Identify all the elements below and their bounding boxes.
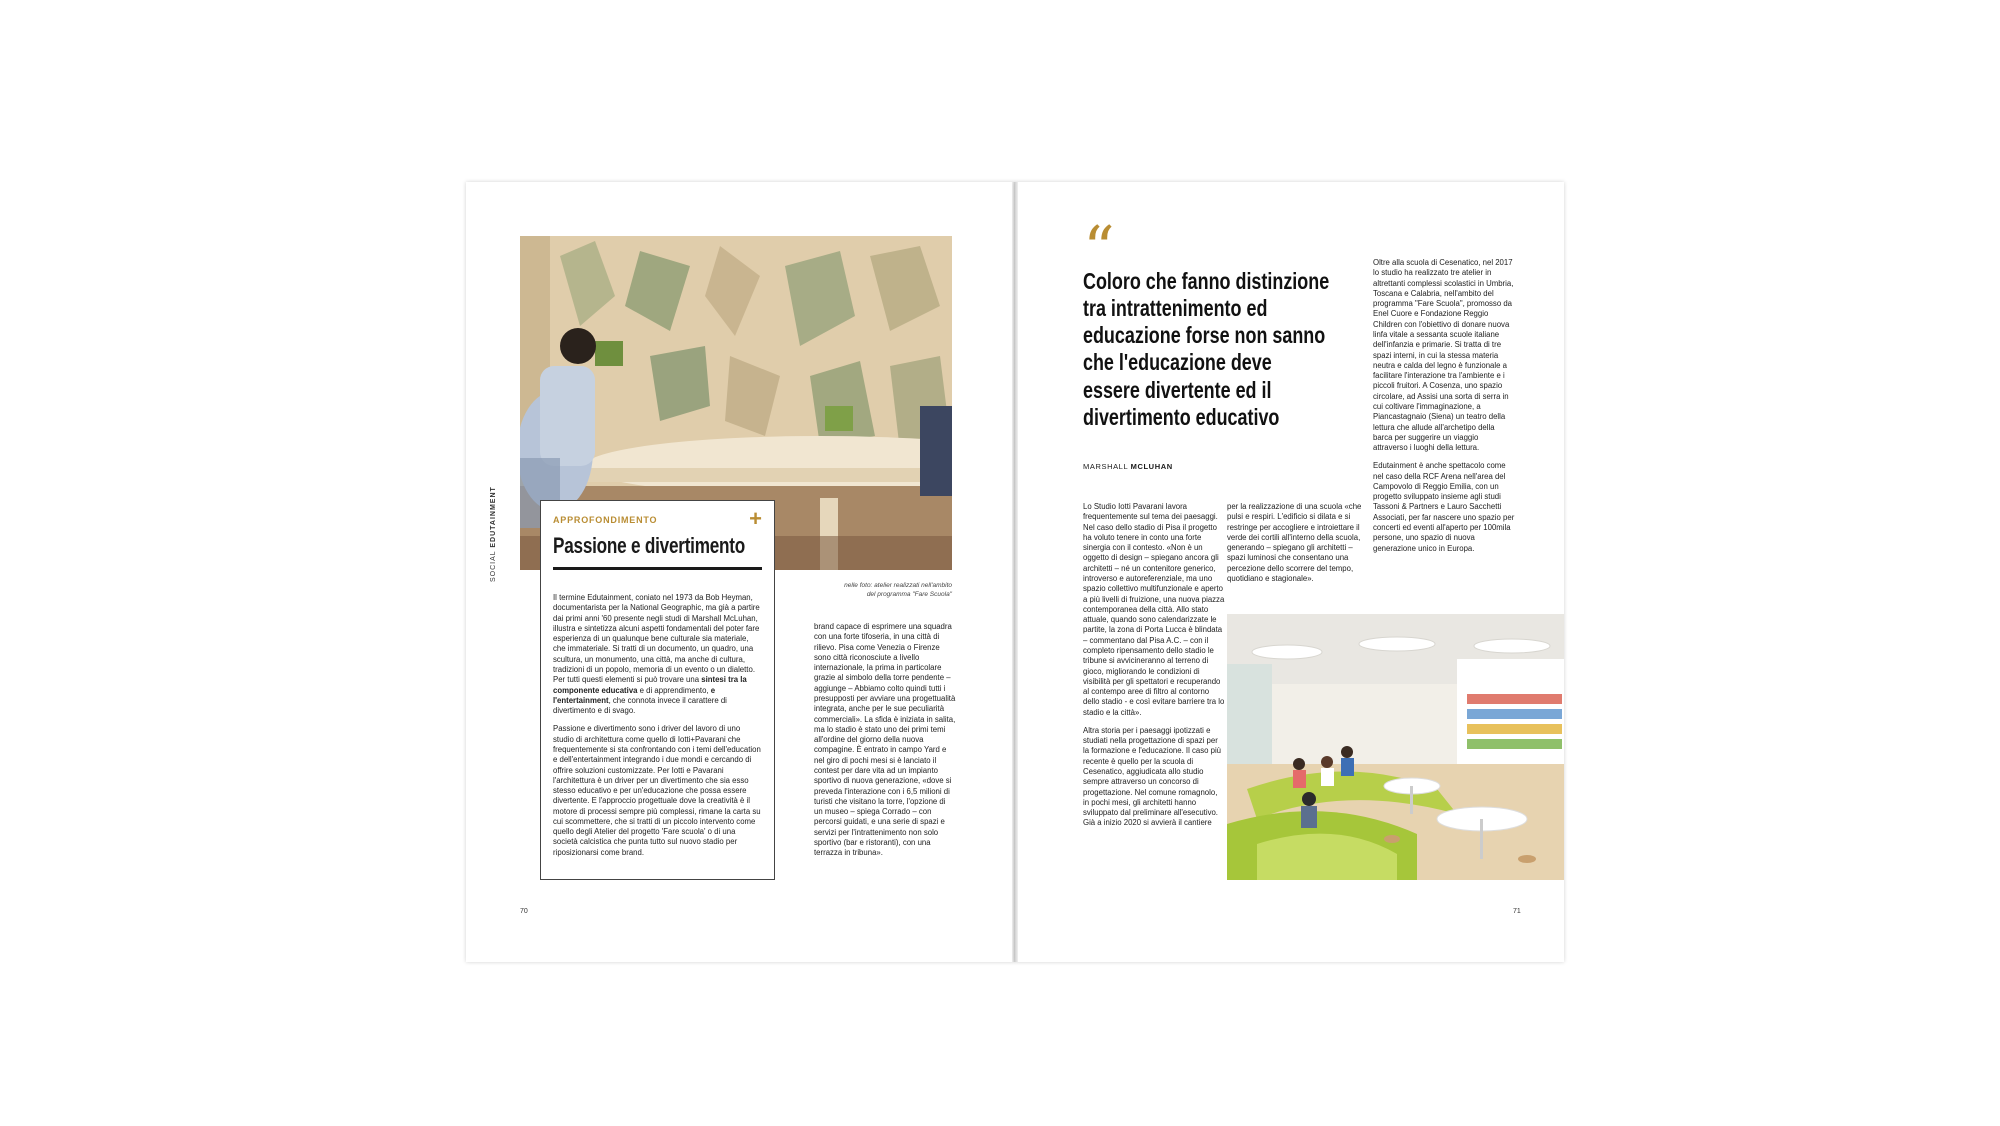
- magazine-spread: [466, 182, 1564, 962]
- page-number-right: 71: [1513, 908, 1521, 915]
- pull-quote: Coloro che fanno distinzione tra intrattenimento ed educazione forse non sanno che l'educazione deve essere divertente ed il divertimento educativo: [1083, 268, 1330, 430]
- box-kicker: APPROFONDIMENTO: [553, 515, 658, 525]
- box-body: [553, 593, 762, 858]
- left-column-2-text: brand capace di esprimere una squadra con una forte tifoseria, in una città di rilievo. Pisa come Venezia o Firenze sono città riconosciute a livello internazionale, la prima in particolare grazie al simbolo della torre pendente – aggiunge – Abbiamo colto quindi tutti i presupposti per avviare una progettualità integrata, anche per le sue peculiarità commerciali». La sfida è iniziata in salita, ma lo stadio è stato uno dei primi temi all'ordine del giorno della nuova compagine. È entrato in campo Yard e nel giro di pochi mesi si è lanciato il contest per dare vita ad un impianto sportivo di nuova generazione, «dove si preveda l'interazione con i 6,5 milioni di turisti che visitano la torre, l'opzione di un museo – spiega Corrado – con percorsi guidati, e una serie di spazi e servizi per l'intrattenimento non solo sportivo (bar e ristoranti), con una terrazza in tribuna».: [814, 622, 956, 858]
- side-label-prefix: SOCIAL: [490, 550, 497, 582]
- quote-author-first: MARSHALL: [1083, 462, 1128, 471]
- school-interior-photo: [1227, 614, 1564, 880]
- right-column-3-paragraph-1: Oltre alla scuola di Cesenatico, nel 2017 lo studio ha realizzato tre atelier in altrettanti complessi scolastici in Umbria, Toscana e Calabria, nell'ambito del programma "Fare Scuola", promosso da Enel Cuore e Fondazione Reggio Children con l'obiettivo di donare nuova linfa vitale a sessanta scuole italiane dell'infanzia e primarie. Si tratta di tre spazi interni, in cui la stessa materia neutra e calda del legno è funzionale a facilitare l'interazione tra l'ambiente e i piccoli fruitori. A Cosenza, uno spazio circolare, ad Assisi una sorta di serra in cui coltivare l'immaginazione, a Piancastagnaio (Siena) un teatro della lettura che allude all'archetipo della barca per suggerire un viaggio attraverso i luoghi della lettura.: [1373, 258, 1514, 453]
- right-column-1: [1083, 502, 1225, 837]
- right-page: [1015, 182, 1564, 962]
- left-page: [466, 182, 1015, 962]
- school-interior-illustration: [1227, 614, 1564, 880]
- left-column-2: [814, 622, 956, 866]
- quote-author: [1083, 462, 1173, 471]
- photo-caption: [812, 582, 952, 600]
- right-column-3: [1373, 258, 1515, 562]
- box-paragraph-1-bold-1: sintesi tra la componente educativa: [553, 675, 747, 695]
- box-paragraph-1-part-c: , che connota invece il carattere di divertimento e di svago.: [553, 695, 727, 716]
- quote-author-last: MCLUHAN: [1130, 462, 1173, 471]
- right-column-1-paragraph-1: Lo Studio Iotti Pavarani lavora frequentemente sul tema dei paesaggi. Nel caso dello stadio di Pisa il progetto ha voluto tenere in conto una forte sinergia con il contesto. «Non è un oggetto di design – spiegano ancora gli architetti – né un contenitore generico, introverso e autoreferenziale, ma uno spazio collettivo multifunzionale e aperto a più livelli di fruizione, una nuova piazza contemporanea della città. Allo stato attuale, quando sono calendarizzate le partite, la zona di Porta Lucca è blindata – commentano dal Pisa A.C. – con il completo ripensamento dello stadio le tribune si avvicineranno al terreno di gioco, migliorando le condizioni di visibilità per gli spettatori e recuperando al contempo aree di filtro al contorno dello stadio - e così evitare barriere tra lo stadio e la città».: [1083, 502, 1225, 717]
- box-title: Passione e divertimento: [553, 533, 746, 558]
- section-side-label: [490, 486, 497, 582]
- page-number-left: 70: [520, 908, 528, 915]
- right-column-3-paragraph-2: Edutainment è anche spettacolo come nel caso della RCF Arena nell'area del Campovolo di Reggio Emilia, con un progetto sviluppato insieme agli studi Tassoni & Partners e Lauro Sacchetti Associati, per far nascere uno spazio per concerti ed eventi all'aperto per 100mila persone, uno spazio di nuova generazione unico in Europa.: [1373, 461, 1515, 553]
- right-column-2: [1227, 502, 1369, 592]
- box-paragraph-1-bold-2: e l'entertainment: [553, 685, 716, 705]
- plus-icon: +: [749, 506, 762, 531]
- box-paragraph-1-part-a: Il termine Edutainment, coniato nel 1973 da Bob Heyman, documentarista per la National Geographic, ma già a partire dai primi anni '60 presente negli studi di Marshall McLuhan, illustra e sintetizza alcuni aspetti fondamentali del poter fare esperienza di un qualunque bene culturale sia materiale, che immateriale. Si tratti di un documento, un quadro, una scultura, un monumento, una città, ma anche di cultura, tradizioni di un popolo, memoria di un evento o un dialetto. Per tutti questi elementi si può trovare una: [553, 593, 760, 685]
- right-column-1-paragraph-2: Altra storia per i paesaggi ipotizzati e studiati nella progettazione di spazi per la formazione e l'educazione. Il caso più recente è quello per la scuola di Cesenatico, aggiudicata allo studio sempre attraverso un concorso di progettazione. Nel comune romagnolo, in pochi mesi, gli architetti hanno sviluppato dal preliminare all'esecutivo. Già a inizio 2020 si avvierà il cantiere: [1083, 725, 1222, 828]
- photo-caption-line1: nelle foto: atelier realizzati nell'ambito: [844, 582, 952, 589]
- quote-mark-icon: “: [1083, 212, 1109, 285]
- right-column-2-text: per la realizzazione di una scuola «che pulsi e respiri. L'edificio si dilata e si restringe per accogliere e introiettare il verde dei cortili all'interno della scuola, generando – spiegano gli architetti – spazi luminosi che consentano una percezione dello scorrere del tempo, quotidiano e stagionale».: [1227, 502, 1362, 583]
- spread-gutter: [1012, 182, 1018, 962]
- photo-caption-line2: del programma "Fare Scuola": [866, 590, 952, 598]
- box-paragraph-2: Passione e divertimento sono i driver del lavoro di uno studio di architettura come quello di Iotti+Pavarani che frequentemente si sta confrontando con i temi dell'education e dell'entertainment integrando i due mondi e cercando di offrire soluzioni customizzate. Per Iotti e Pavarani l'architettura è un driver per un divertimento che sia esso stesso educativo e per un'educazione che possa essere divertente. E l'approccio progettuale dove la creatività è il motore di processi sempre più complessi, rimane la carta su cui scommettere, che si tratti di un piccolo intervento come quello degli Atelier del progetto 'Fare scuola' o di una società calcistica che punta tutto sul nuovo stadio per riposizionarsi come brand.: [553, 724, 761, 857]
- title-rule: [553, 567, 762, 570]
- insight-box: [540, 500, 775, 880]
- box-paragraph-1: [553, 593, 762, 716]
- side-label-section: EDUTAINMENT: [490, 486, 497, 548]
- box-paragraph-1-part-b: e di apprendimento,: [637, 685, 711, 695]
